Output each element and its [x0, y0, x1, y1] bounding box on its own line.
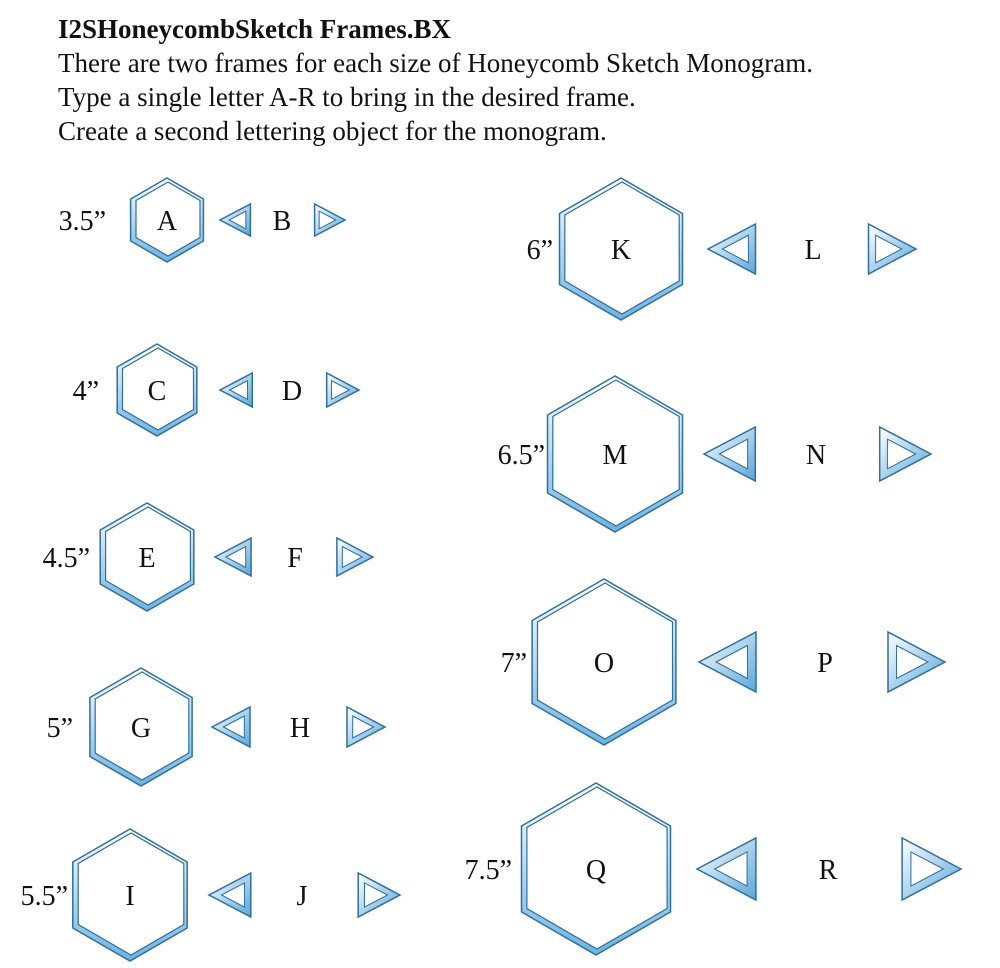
hexagon-letter: Q — [585, 854, 607, 886]
arrow-letter: J — [296, 880, 308, 912]
frame-group-i — [21, 829, 400, 961]
hexagon-letter: O — [593, 647, 615, 679]
hexagon-letter: C — [147, 375, 167, 407]
instruction-line-1: There are two frames for each size of Honeycomb Sketch Monogram. — [58, 48, 813, 78]
size-label: 7” — [500, 647, 527, 679]
hexagon-letter: I — [125, 880, 135, 912]
size-label: 4” — [72, 375, 99, 407]
arrow-letter: B — [272, 205, 292, 237]
arrow-letter: D — [281, 375, 303, 407]
hexagon-letter: K — [610, 234, 632, 266]
hexagon-letter: G — [130, 712, 152, 744]
arrow-letter: H — [289, 712, 311, 744]
instruction-line-3: Create a second lettering object for the monogram. — [58, 116, 607, 146]
arrow-letter: F — [287, 542, 303, 574]
frame-group-g — [47, 668, 385, 786]
hexagon-letter: M — [602, 439, 628, 471]
frame-group-m — [498, 376, 931, 532]
size-label: 6” — [526, 234, 553, 266]
frame-group-q — [465, 783, 961, 955]
document-title: I2SHoneycombSketch Frames.BX — [58, 14, 451, 44]
size-label: 5.5” — [20, 880, 68, 912]
frame-group-o — [501, 579, 945, 745]
frame-group-c — [73, 344, 359, 436]
hexagon-letter: E — [138, 542, 156, 574]
size-label: 3.5” — [58, 205, 106, 237]
hexagon-letter: A — [156, 205, 178, 237]
size-label: 6.5” — [497, 439, 545, 471]
size-label: 4.5” — [42, 542, 90, 574]
frame-group-k — [527, 178, 916, 320]
frame-group-e — [43, 503, 373, 611]
size-label: 5” — [46, 712, 73, 744]
arrow-letter: N — [805, 439, 827, 471]
instruction-line-2: Type a single letter A-R to bring in the desired frame. — [58, 82, 636, 112]
arrow-letter: L — [804, 234, 822, 266]
size-label: 7.5” — [464, 854, 512, 886]
arrow-letter: P — [817, 647, 833, 679]
arrow-letter: R — [818, 854, 838, 886]
frame-group-a — [59, 178, 345, 262]
